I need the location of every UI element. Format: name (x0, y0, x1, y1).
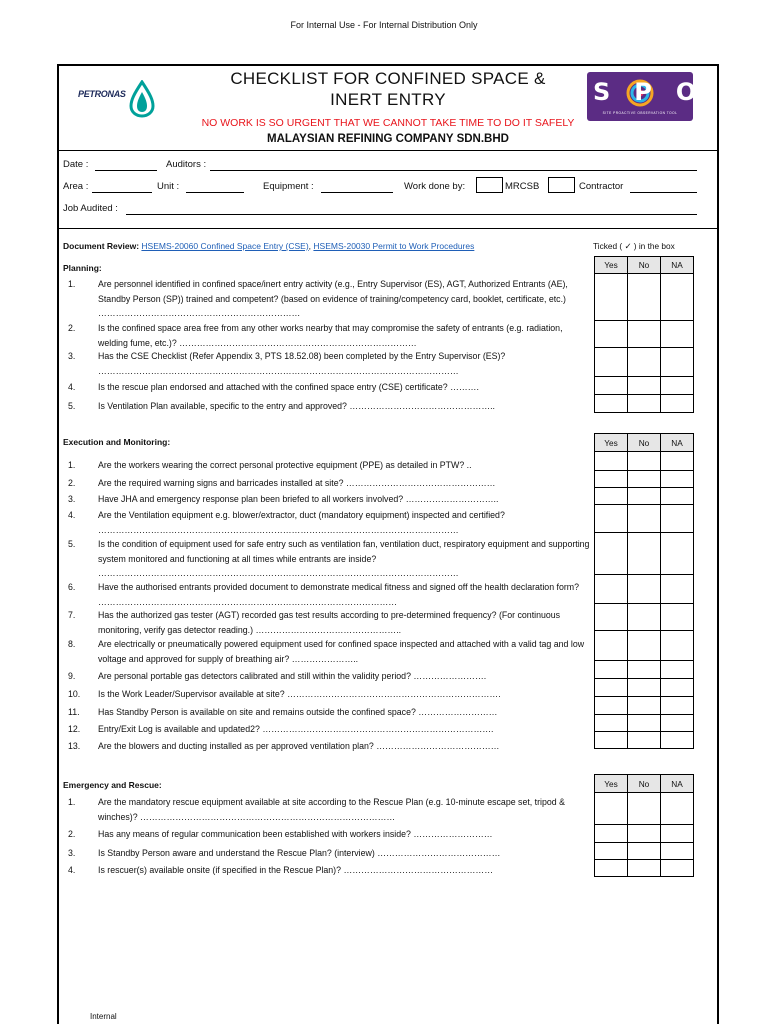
tick-box[interactable] (595, 697, 628, 715)
item-number: 6. (68, 582, 76, 592)
tick-box[interactable] (661, 631, 694, 661)
emergency-question-1: Are the mandatory rescue equipment available at site according to the Rescue Plan (e.g. 10-minute escape set, tripod & winches)? …………………………………………………………………………… (98, 797, 565, 822)
tick-box[interactable] (628, 604, 661, 631)
planning-title: Planning: (63, 263, 102, 273)
item-number: 1. (68, 797, 76, 807)
tick-box[interactable] (595, 274, 628, 321)
item-number: 7. (68, 610, 76, 620)
item-number: 3. (68, 848, 76, 858)
tick-box[interactable] (661, 321, 694, 348)
no-header: No (628, 257, 661, 274)
execution-question-11: Has Standby Person is available on site and remains outside the confined space? ……………………… (98, 707, 498, 717)
item-number: 4. (68, 382, 76, 392)
yes-header: Yes (595, 257, 628, 274)
tick-box[interactable] (595, 604, 628, 631)
item-number: 5. (68, 401, 76, 411)
tick-box[interactable] (628, 631, 661, 661)
planning-question-5: Is Ventilation Plan available, specific to the entry and approved? ………………………………………….. (98, 401, 495, 411)
tick-box[interactable] (628, 274, 661, 321)
yes-header: Yes (595, 434, 628, 452)
document-review-label: Document Review: (63, 241, 140, 251)
tick-box[interactable] (661, 715, 694, 732)
tick-box[interactable] (661, 533, 694, 575)
item-number: 2. (68, 829, 76, 839)
equipment-label: Equipment : (263, 181, 314, 192)
na-header: NA (661, 434, 694, 452)
item-number: 10. (68, 689, 81, 699)
date-label: Date : (63, 159, 89, 170)
tick-box[interactable] (595, 533, 628, 575)
planning-question-4: Is the rescue plan endorsed and attached with the confined space entry (CSE) certificate? ………. (98, 382, 479, 392)
tick-box[interactable] (595, 575, 628, 604)
tick-box[interactable] (595, 825, 628, 843)
hsems-20060-link[interactable]: HSEMS-20060 Confined Space Entry (CSE) (141, 241, 309, 251)
planning-tick-grid (594, 256, 694, 413)
item-number: 12. (68, 724, 81, 734)
tick-box[interactable] (661, 471, 694, 488)
tick-box[interactable] (661, 395, 694, 413)
tick-box[interactable] (628, 505, 661, 533)
tick-box[interactable] (595, 321, 628, 348)
na-header: NA (661, 775, 694, 793)
contractor-label: Contractor (579, 181, 624, 192)
tick-box[interactable] (628, 843, 661, 860)
execution-question-5: Is the condition of equipment used for safe entry such as ventilation fan, ventilation duct, respiratory equipment and supporting system monitored and functioning at all times while entrants are inside? …………………………………………………………………………………………………………… (98, 539, 590, 578)
item-number: 5. (68, 539, 76, 549)
planning-question-2: Is the confined space area free from any other works nearby that may compromise the safety of entrants (e.g. radiation, welding fume, etc.)? ……………………………………………………………………… (98, 323, 563, 348)
footer-label: Internal (90, 1012, 117, 1021)
mrcsb-label: MRCSB (505, 181, 540, 192)
tick-box[interactable] (595, 505, 628, 533)
auditors-label: Auditors : (166, 159, 207, 170)
execution-question-3: Have JHA and emergency response plan been briefed to all workers involved? ………………………….. (98, 494, 499, 504)
tick-box[interactable] (661, 843, 694, 860)
emergency-question-2: Has any means of regular communication been established with workers inside? ……………………… (98, 829, 493, 839)
spot-logo (587, 72, 761, 121)
spot-tagline: SITE PROACTIVE OBSERVATION TOOL (602, 111, 678, 115)
tick-box[interactable] (628, 793, 661, 825)
tick-box[interactable] (595, 793, 628, 825)
item-number: 13. (68, 741, 81, 751)
area-field[interactable] (92, 192, 152, 193)
item-number: 4. (68, 510, 76, 520)
contractor-checkbox[interactable] (548, 177, 575, 193)
execution-question-10: Is the Work Leader/Supervisor available at site? ………………………………………………………………. (98, 689, 501, 699)
tick-box[interactable] (595, 471, 628, 488)
company-name: MALAYSIAN REFINING COMPANY SDN.BHD (267, 133, 509, 145)
item-number: 4. (68, 865, 76, 875)
tick-box[interactable] (595, 661, 628, 679)
item-number: 9. (68, 671, 76, 681)
petronas-logo (78, 80, 158, 120)
tick-box[interactable] (628, 471, 661, 488)
tick-box[interactable] (661, 793, 694, 825)
execution-question-13: Are the blowers and ducting installed as per approved ventilation plan? …………………………………… (98, 741, 500, 751)
tick-box[interactable] (661, 679, 694, 697)
date-field[interactable] (95, 170, 157, 171)
no-header: No (628, 434, 661, 452)
safety-warning: NO WORK IS SO URGENT THAT WE CANNOT TAKE TIME TO DO IT SAFELY (201, 117, 575, 129)
hsems-20030-link[interactable]: HSEMS-20030 Permit to Work Procedures (313, 241, 475, 251)
execution-question-7: Has the authorized gas tester (AGT) recorded gas test results according to pre-determined frequency? (For continuous monitoring, verify gas detector reading.) ………………………………………….. (98, 610, 561, 635)
tick-box[interactable] (595, 452, 628, 471)
execution-question-4: Are the Ventilation equipment e.g. blower/extractor, duct (mandatory equipment) inspected and certified? …………………………………………………………………………………………………………… (98, 510, 505, 535)
item-number: 2. (68, 323, 76, 333)
job-audited-label: Job Audited : (63, 203, 118, 214)
item-number: 3. (68, 494, 76, 504)
form-divider (57, 228, 719, 229)
job-audited-field[interactable] (126, 214, 697, 215)
tick-box[interactable] (595, 843, 628, 860)
tick-box[interactable] (595, 348, 628, 377)
tick-box[interactable] (661, 860, 694, 877)
execution-title: Execution and Monitoring: (63, 437, 171, 447)
emergency-question-4: Is rescuer(s) available onsite (if specified in the Rescue Plan)? …………………………………………… (98, 865, 493, 875)
page-title (200, 68, 576, 110)
unit-field[interactable] (186, 192, 244, 193)
tick-box[interactable] (661, 452, 694, 471)
area-label: Area : (63, 181, 89, 192)
execution-question-1: Are the workers wearing the correct personal protective equipment (PPE) as detailed in PTW? .. (98, 460, 472, 470)
planning-question-3: Has the CSE Checklist (Refer Appendix 3, PTS 18.52.08) been completed by the Entry Supervisor (ES)? …………………………………………………………………………………………………………… (98, 351, 506, 376)
tick-box[interactable] (661, 697, 694, 715)
tick-box[interactable] (628, 860, 661, 877)
execution-question-2: Are the required warning signs and barricades installed at site? …………………………………………… (98, 478, 496, 488)
tick-box[interactable] (628, 321, 661, 348)
spot-logo-text: SPOT (593, 78, 761, 106)
tick-box[interactable] (628, 348, 661, 377)
tick-box[interactable] (595, 860, 628, 877)
tick-box[interactable] (628, 679, 661, 697)
item-number: 3. (68, 351, 76, 361)
no-header: No (628, 775, 661, 793)
tick-box[interactable] (595, 488, 628, 505)
tick-box[interactable] (661, 505, 694, 533)
tick-box[interactable] (595, 631, 628, 661)
tick-box[interactable] (661, 377, 694, 395)
petronas-drop-icon (128, 80, 156, 118)
equipment-field[interactable] (321, 192, 393, 193)
tick-box[interactable] (595, 679, 628, 697)
tick-box[interactable] (628, 575, 661, 604)
tick-box[interactable] (661, 348, 694, 377)
link-separator: , (308, 241, 312, 251)
mrcsb-checkbox[interactable] (476, 177, 503, 193)
tick-box[interactable] (628, 661, 661, 679)
header-divider (57, 150, 719, 151)
title-line-1: CHECKLIST FOR CONFINED SPACE & (230, 69, 546, 88)
tick-box[interactable] (595, 732, 628, 749)
tick-box[interactable] (661, 488, 694, 505)
petronas-logo-text: PETRONAS (78, 89, 126, 99)
tick-box[interactable] (628, 452, 661, 471)
tick-box[interactable] (628, 825, 661, 843)
execution-question-6: Have the authorised entrants provided document to demonstrate medical fitness and signed off the health declaration form? ………………………………………………………………………………………… (98, 582, 580, 607)
tick-box[interactable] (628, 488, 661, 505)
tick-box[interactable] (661, 575, 694, 604)
tick-box[interactable] (595, 377, 628, 395)
auditors-field[interactable] (210, 170, 697, 171)
emergency-tick-grid (594, 774, 694, 877)
unit-label: Unit : (157, 181, 180, 192)
tick-box[interactable] (628, 732, 661, 749)
tick-box[interactable] (661, 604, 694, 631)
work-done-label: Work done by: (404, 181, 466, 192)
yes-header: Yes (595, 775, 628, 793)
execution-question-8: Are electrically or pneumatically powered equipment used for confined space inspected and attached with a valid tag and low voltage and approved for supply of breathing air? ………………….. (98, 639, 585, 664)
tick-box[interactable] (628, 533, 661, 575)
tick-box[interactable] (661, 274, 694, 321)
tick-box[interactable] (595, 715, 628, 732)
item-number: 2. (68, 478, 76, 488)
tick-box[interactable] (628, 395, 661, 413)
item-number: 1. (68, 460, 76, 470)
tick-box[interactable] (628, 715, 661, 732)
na-header: NA (661, 257, 694, 274)
contractor-field[interactable] (630, 192, 697, 193)
tick-box[interactable] (595, 395, 628, 413)
tick-box[interactable] (661, 661, 694, 679)
execution-tick-grid (594, 433, 694, 749)
tick-box[interactable] (628, 377, 661, 395)
tick-box[interactable] (661, 732, 694, 749)
item-number: 8. (68, 639, 76, 649)
execution-question-9: Are personal portable gas detectors calibrated and still within the validity period? ……………………. (98, 671, 487, 681)
distribution-note: For Internal Use - For Internal Distribution Only (290, 20, 478, 30)
ticked-note: Ticked ( ✓ ) in the box (593, 241, 675, 251)
planning-question-1: Are personnel identified in confined space/inert entry activity (e.g., Entry Supervisor (ES), AGT, Authorized Entrants (AE), Standby Person (SP)) trained and competent? (based on evidence of training/competency card, booklet, certificate, etc.) …………………………………………………………… (98, 279, 568, 318)
item-number: 1. (68, 279, 76, 289)
tick-box[interactable] (628, 697, 661, 715)
item-number: 11. (68, 707, 80, 717)
emergency-question-3: Is Standby Person aware and understand the Rescue Plan? (interview) …………………………………… (98, 848, 501, 858)
execution-question-12: Entry/Exit Log is available and updated2? ……………………………………………………………………. (98, 724, 494, 734)
document-review (63, 241, 474, 251)
emergency-title: Emergency and Rescue: (63, 780, 162, 790)
tick-box[interactable] (661, 825, 694, 843)
title-line-2: INERT ENTRY (330, 90, 446, 109)
